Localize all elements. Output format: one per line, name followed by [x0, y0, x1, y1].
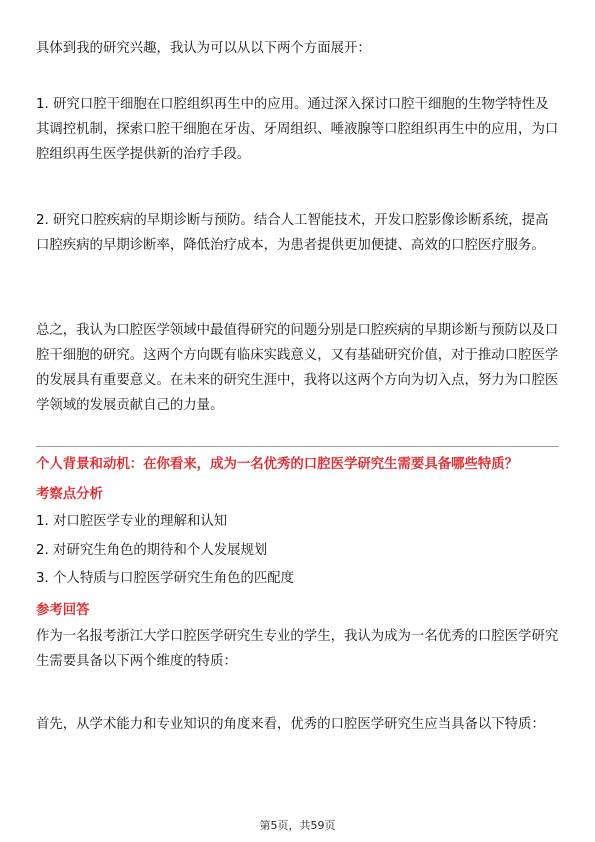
intro-paragraph: 具体到我的研究兴趣，我认为可以从以下两个方面展开：	[36, 41, 371, 56]
page-number-footer: 第5页，共59页	[259, 819, 336, 832]
analysis-item-2: 2. 对研究生角色的期待和个人发展规划	[36, 543, 268, 558]
point-1-paragraph: 1. 研究口腔干细胞在口腔组织再生中的应用。通过深入探讨口腔干细胞的生物学特性及其调控机制，探索口腔干细胞在牙齿、牙周组织、唾液腺等口腔组织再生中的应用，为口腔组织再生医学提供新的治疗手段。	[36, 97, 559, 162]
answer-heading: 参考回答	[36, 603, 90, 618]
summary-paragraph: 总之，我认为口腔医学领域中最值得研究的问题分别是口腔疾病的早期诊断与预防以及口腔干细胞的研究。这两个方向既有临床实践意义，又有基础研究价值，对于推动口腔医学的发展具有重要意义。在未来的研究生涯中，我将以这两个方向为切入点，努力为口腔医学领域的发展贡献自己的力量。	[36, 323, 559, 413]
section-divider	[36, 446, 559, 447]
analysis-item-1: 1. 对口腔医学专业的理解和认知	[36, 514, 228, 529]
analysis-heading: 考察点分析	[36, 487, 103, 502]
answer-paragraph-2: 首先，从学术能力和专业知识的角度来看，优秀的口腔医学研究生应当具备以下特质：	[36, 717, 545, 732]
answer-paragraph-1: 作为一名报考浙江大学口腔医学研究生专业的学生，我认为成为一名优秀的口腔医学研究生需要具备以下两个维度的特质：	[36, 629, 559, 669]
question-title: 个人背景和动机：在你看来，成为一名优秀的口腔医学研究生需要具备哪些特质？	[36, 457, 519, 472]
analysis-item-3: 3. 个人特质与口腔医学研究生角色的匹配度	[36, 571, 295, 586]
point-2-paragraph: 2. 研究口腔疾病的早期诊断与预防。结合人工智能技术，开发口腔影像诊断系统，提高口腔疾病的早期诊断率，降低治疗成本，为患者提供更加便捷、高效的口腔医疗服务。	[36, 213, 549, 253]
